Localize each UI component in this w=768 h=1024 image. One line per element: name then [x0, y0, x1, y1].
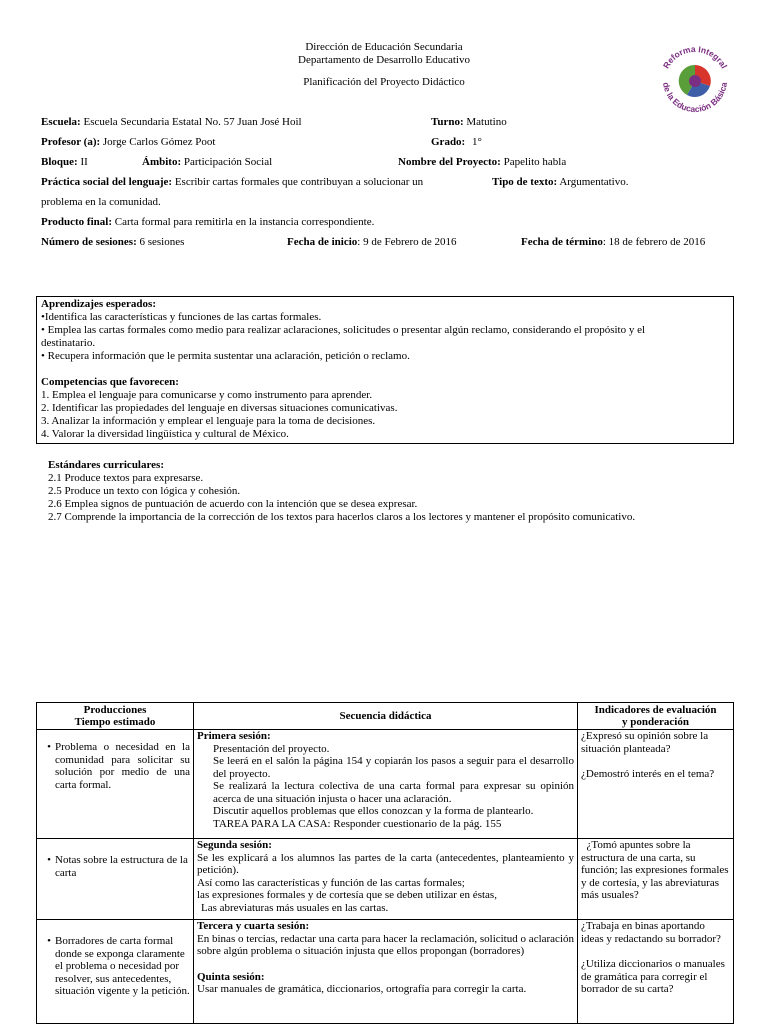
producciones-header: [37, 703, 194, 730]
sequence-line: Usar manuales de gramática, diccionarios, ortografía para corregir la carta.: [197, 983, 527, 995]
secuencia-table: [36, 702, 734, 1024]
sequence-line: Se leerá en el salón la página 154 y copiarán los pasos a seguir para el desarrollo del proyecto.: [213, 755, 574, 780]
profesor-row: [41, 136, 215, 149]
header-line-2: Departamento de Desarrollo Educativo: [298, 54, 470, 66]
proyecto-value: Papelito habla: [503, 156, 567, 168]
producto-value: Carta formal para remitirla en la instancia correspondiente.: [114, 216, 375, 228]
estandar-item: 2.6 Emplea signos de puntuación de acuerdo con la intención que se desea expresar.: [48, 498, 418, 510]
escuela-value: Escuela Secundaria Estatal No. 57 Juan José Hoil: [83, 116, 302, 128]
table-header-row: [37, 703, 734, 730]
turno-label: Turno:: [431, 116, 464, 128]
estandar-item: 2.5 Produce un texto con lógica y cohesión.: [48, 485, 241, 497]
indicator-text: ¿Utiliza diccionarios o manuales de gramática para corregir el borrador de su carta?: [581, 958, 725, 995]
indicadores-header-line-1: Indicadores de evaluación: [594, 703, 717, 716]
ambito-row: [142, 156, 272, 169]
sesiones-value: 6 sesiones: [139, 236, 185, 248]
sequence-line: Se les explicará a los alumnos las partes de la carta (antecedentes, planteamiento y petición).: [197, 851, 574, 876]
competencia-item: 2. Identificar las propiedades del lenguaje en diversas situaciones comunicativas.: [41, 402, 398, 414]
practica-label: Práctica social del lenguaje:: [41, 176, 173, 188]
termino-value: : 18 de febrero de 2016: [602, 236, 706, 248]
practica-value-2: problema en la comunidad.: [41, 196, 161, 208]
indicator-text: ¿Expresó su opinión sobre la situación planteada?: [581, 730, 709, 755]
production-text: Notas sobre la estructura de la carta: [55, 854, 188, 879]
producto-label: Producto final:: [41, 216, 112, 228]
bloque-row: [41, 156, 88, 169]
secuencia-header: Secuencia didáctica: [194, 703, 578, 730]
producciones-header-line-1: Producciones: [83, 703, 147, 716]
header-line-1: Dirección de Educación Secundaria: [305, 41, 463, 53]
sequence-line: Se realizará la lectura colectiva de una carta formal para expresar su opinión acerca de una situación injusta o hacer una aclaración.: [213, 780, 574, 805]
estandares-section: [48, 459, 748, 524]
aprendizajes-box: [36, 296, 734, 444]
table-row: [37, 920, 734, 1024]
escuela-label: Escuela:: [41, 116, 81, 128]
producciones-header-line-2: Tiempo estimado: [74, 716, 156, 728]
aprendizaje-item: •Identifica las características y funciones de las cartas formales.: [41, 311, 322, 323]
session-title: Segunda sesión:: [197, 839, 272, 851]
aprendizajes-title: Aprendizajes esperados:: [41, 298, 156, 310]
proyecto-row: [398, 156, 566, 169]
profesor-label: Profesor (a):: [41, 136, 101, 148]
ambito-label: Ámbito:: [142, 156, 182, 168]
table-row: [37, 730, 734, 839]
indicator-text: ¿Demostró interés en el tema?: [581, 768, 715, 780]
sequence-line: Las abreviaturas más usuales en las cartas.: [201, 901, 389, 914]
indicator-text: ¿Tomó apuntes sobre la estructura de una carta, su función; las expresiones formales y de cortesía, y las abreviaturas más usuales?: [581, 839, 732, 901]
sequence-line: las expresiones formales y de cortesía que se deben utilizar en éstas,: [197, 889, 497, 901]
termino-row: [521, 236, 705, 249]
sequence-line: Así como las características y función de las cartas formales;: [197, 876, 465, 889]
estandar-item: 2.7 Comprende la importancia de la corrección de los textos para hacerlos claros a los lectores y mantener el propósito comunicativo.: [48, 511, 636, 523]
competencia-item: 3. Analizar la información y emplear el lenguaje para la toma de decisiones.: [41, 415, 376, 427]
sesiones-label: Número de sesiones:: [41, 236, 137, 248]
ambito-value: Participación Social: [183, 156, 273, 168]
competencia-item: 4. Valorar la diversidad lingüística y cultural de México.: [41, 428, 289, 440]
grado-row: [431, 136, 482, 149]
logo-text-top: Reforma Integral: [660, 43, 730, 71]
aprendizaje-item: • Emplea las cartas formales como medio para realizar aclaraciones, solicitudes o presentar algún reclamo, considerando el propósito y el: [41, 324, 646, 336]
inicio-row: [287, 236, 457, 249]
session-title: Quinta sesión:: [197, 970, 265, 983]
bloque-label: Bloque:: [41, 156, 78, 168]
production-cell: • Notas sobre la estructura de la carta: [37, 839, 194, 920]
indicators-cell: [578, 730, 734, 839]
practica-row: [41, 176, 423, 189]
indicadores-header-line-2: y ponderación: [622, 716, 689, 728]
producto-row: [41, 216, 374, 229]
rieb-logo: [655, 42, 735, 120]
aprendizaje-item: destinatario.: [41, 337, 96, 349]
inicio-value: : 9 de Febrero de 2016: [357, 236, 457, 248]
inicio-label: Fecha de inicio: [287, 236, 358, 248]
production-cell: • Problema o necesidad en la comunidad para solicitar su solución por medio de una carta formal.: [37, 730, 194, 839]
header-line-3: Planificación del Proyecto Didáctico: [303, 76, 465, 88]
sequence-cell: [194, 839, 578, 920]
sequence-cell: [194, 730, 578, 839]
grado-value: 1°: [471, 136, 482, 148]
session-title: Tercera y cuarta sesión:: [197, 920, 310, 932]
indicators-cell: [578, 920, 734, 1024]
escuela-row: [41, 116, 302, 129]
production-text: Borradores de carta formal donde se exponga claramente el problema o necesidad por resolver, sus antecedentes, situación vigente y la petición.: [55, 935, 190, 997]
sequence-line: Discutir aquellos problemas que ellos conozcan y la forma de plantearlo.: [213, 805, 534, 817]
tipo-value: Argumentativo.: [559, 176, 629, 188]
competencias-title: Competencias que favorecen:: [41, 376, 179, 388]
table-row: [37, 839, 734, 920]
indicadores-header: [578, 703, 734, 730]
indicators-cell: [578, 839, 734, 920]
bloque-value: II: [80, 156, 88, 168]
turno-row: [431, 116, 507, 129]
logo-text-bottom: de la Educación Básica: [661, 81, 729, 115]
tipo-label: Tipo de texto:: [492, 176, 558, 188]
sequence-line: TAREA PARA LA CASA: Responder cuestionario de la pág. 155: [213, 817, 502, 830]
estandar-item: 2.1 Produce textos para expresarse.: [48, 472, 204, 484]
termino-label: Fecha de término: [521, 236, 603, 248]
grado-label: Grado:: [431, 136, 466, 148]
practica-value: Escribir cartas formales que contribuyan a solucionar un: [174, 176, 424, 188]
sequence-cell: [194, 920, 578, 1024]
practica-row-2: [41, 196, 161, 209]
session-title: Primera sesión:: [197, 730, 271, 742]
sesiones-row: [41, 236, 184, 249]
production-cell: • Borradores de carta formal donde se exponga claramente el problema o necesidad por resolver, sus antecedentes, situación vigente y la petición.: [37, 920, 194, 1024]
tipo-row: [492, 176, 629, 189]
turno-value: Matutino: [466, 116, 507, 128]
profesor-value: Jorge Carlos Gómez Poot: [102, 136, 216, 148]
estandares-title: Estándares curriculares:: [48, 459, 164, 471]
proyecto-label: Nombre del Proyecto:: [398, 156, 501, 168]
indicator-text: ¿Trabaja en binas aportando ideas y redactando su borrador?: [581, 920, 721, 945]
production-text: Problema o necesidad en la comunidad para solicitar su solución por medio de una carta formal.: [55, 741, 190, 791]
aprendizaje-item: • Recupera información que le permita sustentar una aclaración, petición o reclamo.: [41, 350, 410, 362]
sequence-line: Presentación del proyecto.: [213, 742, 330, 755]
competencia-item: 1. Emplea el lenguaje para comunicarse y como instrumento para aprender.: [41, 389, 373, 401]
document-header: [0, 41, 768, 89]
sequence-line: En binas o tercias, redactar una carta para hacer la reclamación, solicitud o aclaración sobre algún problema o situación injusta que ellos propongan (borradores): [197, 932, 574, 957]
